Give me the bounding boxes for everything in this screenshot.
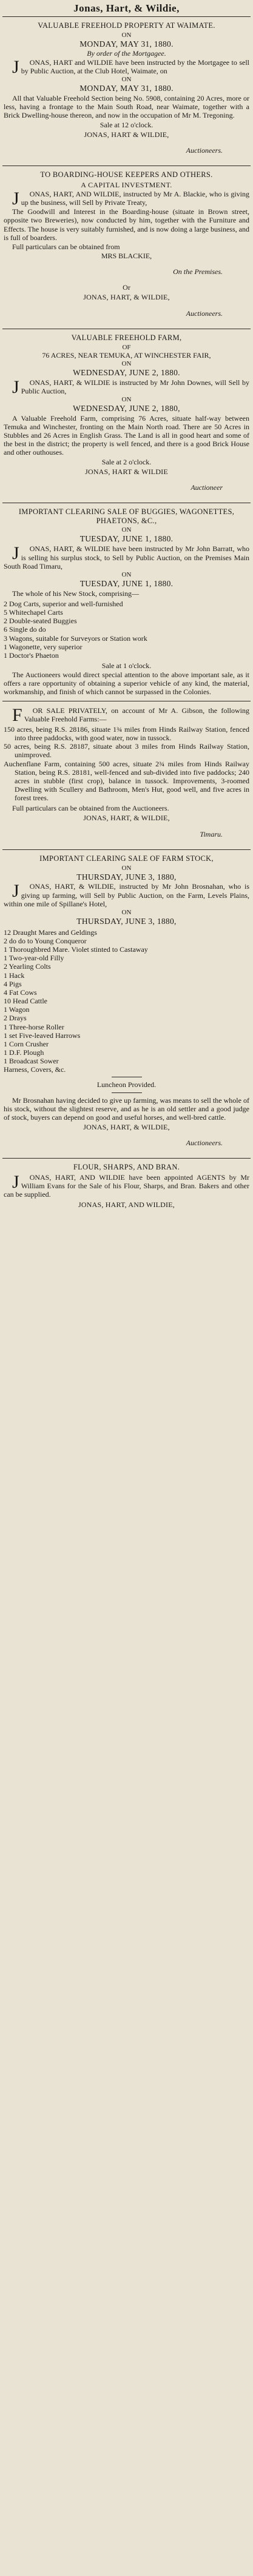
auctioneer-role: Auctioneer <box>191 483 223 492</box>
list-item: 50 acres, being R.S. 28187, situate about 3 miles from Hinds Railway Station, unimproved. <box>4 742 249 760</box>
auctioneer-role: Auctioneers. <box>186 146 223 155</box>
sale-date: MONDAY, MAY 31, 1880. <box>79 39 174 49</box>
stock-list <box>4 928 249 1074</box>
advert-body: All that Valuable Freehold Section being No. 5908, containing 20 Acres, more or less, having a frontage to the Main South Road, near Waimate, together with a Brick Dwelling-house thereon, and now in the occupation of Mr M. Tregoning. <box>4 94 249 120</box>
on-label: ON <box>121 31 132 39</box>
sale-date: WEDNESDAY, JUNE 2, 1880. <box>73 367 180 377</box>
advert-body: The Goodwill and Interest in the Boarding-house (situate in Brown street, opposite two Breweries), now conducted by him, together with the Furniture and Effects. The house is very suitably furnished, and is now doing a large business, and is full of boarders. <box>4 207 249 242</box>
order-note: By order of the Mortgagee. <box>87 49 166 58</box>
advert-body: JONAS, HART, AND WILDIE have been appointed AGENTS by Mr William Evans for the Sale of his Flour, Sharps, and Bran. Bakers and other can be supplied. <box>4 1172 249 1199</box>
advert-body: JONAS, HART and WILDIE have been instructed by the Mortgagee to sell by Public Auction, at the Club Hotel, Waimate, on <box>12 56 249 77</box>
list-item: 4 Fat Cows <box>4 988 37 997</box>
on-label: ON <box>121 76 132 84</box>
auctioneer-signature: JONAS, HART, AND WILDIE, <box>78 1200 175 1209</box>
on-label: ON <box>121 570 132 578</box>
auctioneer-role: Auctioneers. <box>186 1139 223 1148</box>
advert-temuka-farm <box>2 329 251 503</box>
advert-heading: IMPORTANT CLEARING SALE OF FARM STOCK, <box>39 854 214 863</box>
list-item: 1 Two-year-old Filly <box>4 954 64 963</box>
sale-time: Sale at 1 o'clock. <box>101 661 152 670</box>
sale-date: THURSDAY, JUNE 3, 1880, <box>76 916 177 926</box>
advert-subheading: A CAPITAL INVESTMENT. <box>81 180 172 189</box>
advert-body: The whole of his New Stock, comprising— <box>12 589 139 598</box>
advert-body: Full particulars can be obtained from the Auctioneers. <box>12 804 169 813</box>
list-item: 4 Pigs <box>4 979 22 988</box>
on-label: ON <box>121 526 132 534</box>
list-item: 6 Single do do <box>4 625 46 634</box>
advert-heading: TO BOARDING-HOUSE KEEPERS AND OTHERS. <box>40 170 213 179</box>
advert-waimate-property <box>2 17 251 166</box>
divider <box>112 1092 142 1093</box>
list-item: 10 Head Cattle <box>4 997 47 1006</box>
auctioneer-role: Timaru. <box>200 829 223 838</box>
list-item: 3 Wagons, suitable for Surveyors or Station work <box>4 634 147 643</box>
list-item: 1 Corn Crusher <box>4 1039 49 1048</box>
advert-heading: VALUABLE FREEHOLD FARM, <box>71 333 182 342</box>
sale-time: Sale at 2 o'clock. <box>101 457 152 466</box>
list-item: 1 D.F. Plough <box>4 1048 44 1057</box>
list-item: 1 Wagonette, very superior <box>4 642 83 651</box>
sale-time: Sale at 12 o'clock. <box>100 120 153 129</box>
list-item: 12 Draught Mares and Geldings <box>4 928 97 937</box>
auctioneer-signature: JONAS, HART & WILDIE, <box>84 130 169 139</box>
advert-farm-stock-sale <box>2 850 251 1159</box>
newspaper-page <box>0 0 253 1216</box>
vehicle-list <box>4 600 249 660</box>
list-item: Auchenflane Farm, containing 500 acres, situate 2¾ miles from Hinds Railway Station, being R.S. 28181, well-fenced and sub-divided into five paddocks; 240 acres in stubble (first crop), balance in tussock. Improvements, 3-roomed Dwelling with Scullery and Bathroom, Men's Hut, good well, and five acres in forest trees. <box>4 759 249 803</box>
acres-heading: 76 ACRES, NEAR TEMUKA, AT WINCHESTER FAIR, <box>42 351 211 360</box>
of-label: OF <box>122 343 131 351</box>
list-item: 2 Dog Carts, superior and well-furnished <box>4 599 123 608</box>
sale-date: THURSDAY, JUNE 3, 1880, <box>76 872 177 882</box>
auctioneer-signature: JONAS, HART, & WILDIE, <box>83 293 170 302</box>
contact-location: On the Premises. <box>173 267 223 276</box>
advert-buggies-sale <box>2 503 251 701</box>
advert-body: JONAS, HART, & WILDIE, instructed by Mr John Brosnahan, who is giving up farming, will Sell by Public Auction, on the Farm, Levels Plains, within one mile of Spillane's Hotel, <box>4 881 249 908</box>
on-label: ON <box>121 908 132 916</box>
advert-heading: VALUABLE FREEHOLD PROPERTY AT WAIMATE. <box>38 21 215 30</box>
contact-name: MRS BLACKIE, <box>101 251 152 260</box>
advert-boarding-house <box>2 166 251 329</box>
sale-date: TUESDAY, JUNE 1, 1880. <box>79 534 174 544</box>
sale-date: TUESDAY, JUNE 1, 1880. <box>79 578 174 588</box>
list-item: 1 Thoroughbred Mare. Violet stinted to Castaway <box>4 945 148 954</box>
advert-body: The Auctioneers would direct special attention to the above important sale, as it offers a rare opportunity of obtaining a superior vehicle of any kind, the material, workmanship, and finish of which cannot be surpassed in the Colonies. <box>4 671 249 697</box>
advert-body: Mr Brosnahan having decided to give up farming, was means to sell the whole of his stock, without the slightest reserve, and as he is an old settler and a good judge of stock, buyers can depend on good and useful horses, and well-bred cattle. <box>4 1096 249 1122</box>
masthead: Jonas, Hart, & Wildie, <box>2 0 251 17</box>
advert-body: A Valuable Freehold Farm, comprising 76 Acres, situate half-way between Temuka and Winchester, fronting on the Main North road. There are 50 Acres in Stubbles and 26 Acres in English Grass. The Land is all in good heart and some of the best in the district; the property is well fenced, and there is a good Brick House and other outhouses. <box>4 413 249 457</box>
luncheon-note: Luncheon Provided. <box>96 1080 157 1089</box>
list-item: 1 Broadcast Sower <box>4 1057 59 1066</box>
on-label: ON <box>121 395 132 403</box>
list-item: 1 Doctor's Phaeton <box>4 651 59 660</box>
list-item: 1 Three-horse Roller <box>4 1022 64 1031</box>
advert-gibson-farms <box>2 701 251 850</box>
advert-body: JONAS, HART, & WILDIE have been instructed by Mr John Barratt, who is selling his surplus stock, to Sell by Public Auction, on the Premises Main South Road Timaru, <box>4 543 249 570</box>
auctioneer-signature: JONAS, HART & WILDIE <box>85 467 168 476</box>
list-item: 2 Double-seated Buggies <box>4 617 77 626</box>
auctioneer-signature: JONAS, HART, & WILDIE, <box>83 814 170 823</box>
list-item: 150 acres, being R.S. 28186, situate 1¾ miles from Hinds Railway Station, fenced into three paddocks, with good water, now in tussock. <box>4 724 249 743</box>
auctioneer-role: Auctioneers. <box>186 309 223 318</box>
or-label: Or <box>123 283 130 292</box>
farm-list <box>4 725 249 802</box>
list-item: 2 do do to Young Conqueror <box>4 936 87 945</box>
advert-body: JONAS, HART, & WILDIE is instructed by Mr John Downes, will Sell by Public Auction, <box>12 376 249 397</box>
list-item: 2 Drays <box>4 1014 27 1023</box>
advert-flour-agents <box>2 1159 251 1213</box>
on-label: ON <box>121 360 132 367</box>
list-item: Harness, Covers, &c. <box>4 1065 66 1074</box>
list-item: 1 Hack <box>4 971 25 980</box>
advert-heading: IMPORTANT CLEARING SALE OF BUGGIES, WAGONETTES, PHAETONS, &C., <box>18 507 235 525</box>
list-item: 5 Whitechapel Carts <box>4 608 63 617</box>
on-label: ON <box>121 864 132 872</box>
advert-body: FOR SALE PRIVATELY, on account of Mr A. Gibson, the following Valuable Freehold Farms:— <box>12 704 249 725</box>
list-item: 2 Yearling Colts <box>4 962 51 971</box>
list-item: 1 set Five-leaved Harrows <box>4 1031 81 1040</box>
advert-body: JONAS, HART, AND WILDIE, instructed by Mr A. Blackie, who is giving up the business, will Sell by Private Treaty, <box>12 188 249 209</box>
advert-body: Full particulars can be obtained from <box>12 242 120 251</box>
list-item: 1 Wagon <box>4 1005 30 1014</box>
advert-heading: FLOUR, SHARPS, AND BRAN. <box>73 1163 180 1172</box>
sale-date: MONDAY, MAY 31, 1880. <box>79 84 174 93</box>
auctioneer-signature: JONAS, HART, & WILDIE, <box>83 1123 170 1132</box>
sale-date: WEDNESDAY, JUNE 2, 1880, <box>73 403 180 413</box>
